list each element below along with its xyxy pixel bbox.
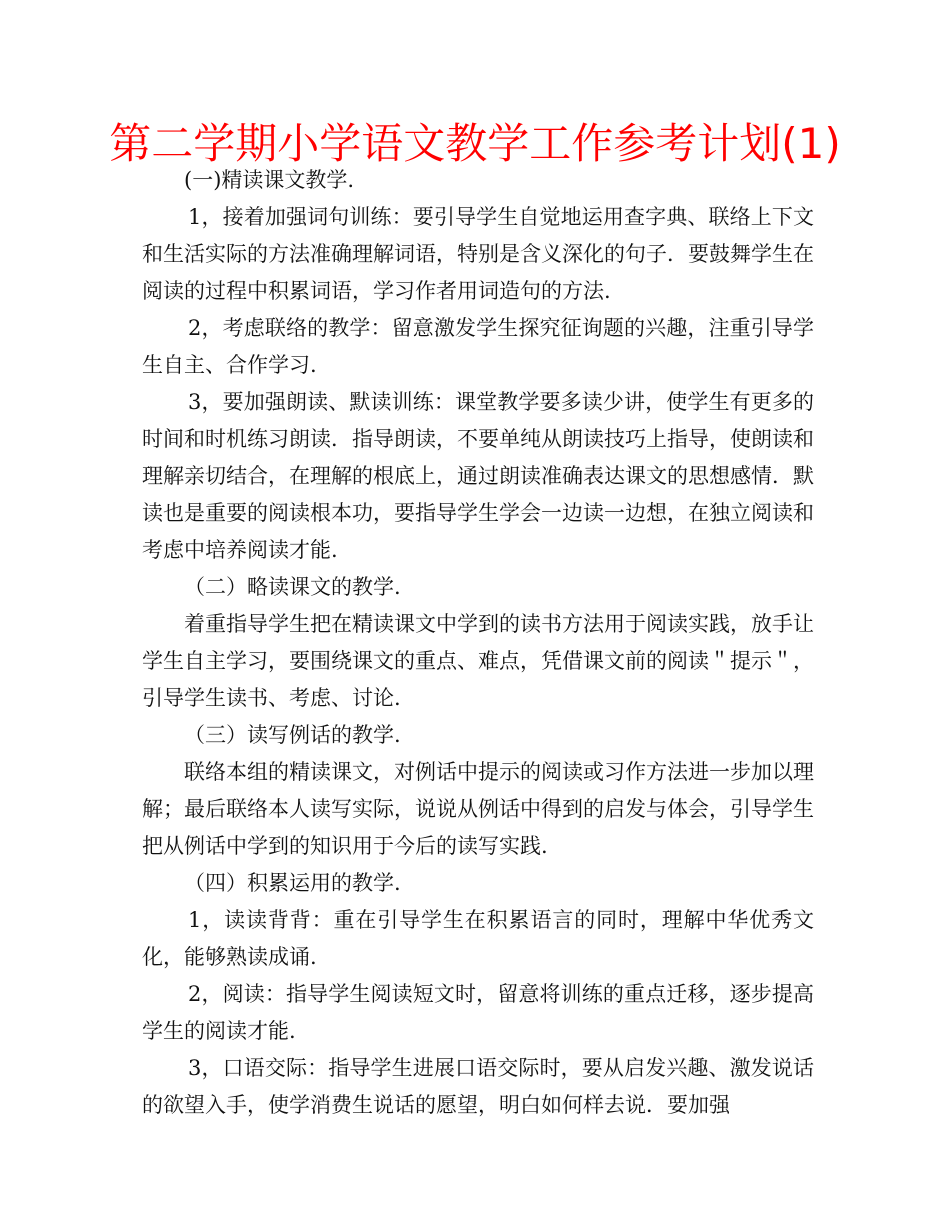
paragraph-1: 1，接着加强词句训练：要引导学生自觉地运用查字典、联络上下文和生活实际的方法准确理解词语，特别是含义深化的句子．要鼓舞学生在阅读的过程中积累词语，学习作者用词造句的方法. [142,205,814,303]
document-title: 第二学期小学语文教学工作参考计划(1) [109,119,841,168]
paragraph-2: 2，考虑联络的教学：留意激发学生探究征询题的兴趣，注重引导学生自主、合作学习. [142,316,814,377]
paragraph-4: 着重指导学生把在精读课文中学到的读书方法用于阅读实践，放手让学生自主学习，要围绕课文的重点、难点，凭借课文前的阅读＂提示＂，引导学生读书、考虑、讨论. [142,612,814,710]
section-heading-3: （三）读写例话的教学. [184,723,401,747]
paragraph-7: 2，阅读：指导学生阅读短文时，留意将训练的重点迁移，逐步提高学生的阅读才能. [142,982,814,1043]
paragraph-6: 1，读读背背：重在引导学生在积累语言的同时，理解中华优秀文化，能够熟读成诵. [142,908,814,969]
paragraph-5: 联络本组的精读课文，对例话中提示的阅读或习作方法进一步加以理解；最后联络本人读写实际，说说从例话中得到的启发与体会，引导学生把从例话中学到的知识用于今后的读写实践. [142,760,814,858]
document-body [142,162,814,1124]
section-heading-4: （四）积累运用的教学. [184,871,401,895]
section-heading-1: (一)精读课文教学. [184,168,355,192]
paragraph-3: 3，要加强朗读、默读训练：课堂教学要多读少讲，使学生有更多的时间和时机练习朗读．指导朗读，不要单纯从朗读技巧上指导，使朗读和理解亲切结合，在理解的根底上，通过朗读准确表达课文的思想感情．默读也是重要的阅读根本功，要指导学生学会一边读一边想，在独立阅读和考虑中培养阅读才能. [142,390,814,562]
section-heading-2: （二）略读课文的教学. [184,575,401,599]
paragraph-8: 3，口语交际：指导学生进展口语交际时，要从启发兴趣、激发说话的欲望入手，使学消费生说话的愿望，明白如何样去说．要加强 [142,1056,814,1117]
